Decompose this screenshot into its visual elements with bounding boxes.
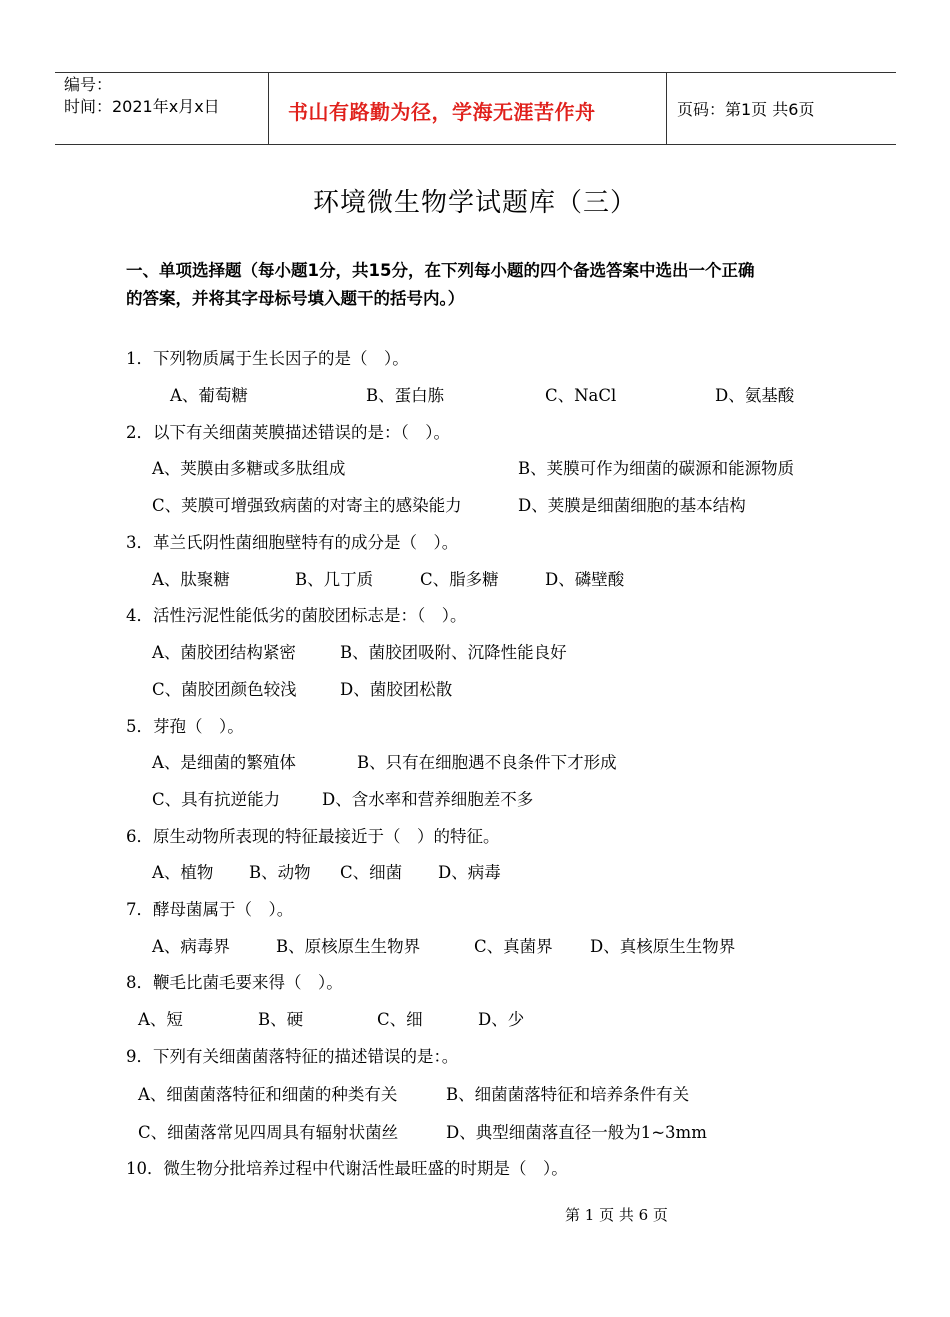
header-divider-right <box>666 72 667 144</box>
question-9-option-a: A、细菌菌落特征和细菌的种类有关 <box>138 1085 398 1104</box>
question-2-stem: 2．以下有关细菌荚膜描述错误的是：（ ）。 <box>126 423 450 442</box>
question-6-option-d: D、病毒 <box>438 863 501 882</box>
question-3-option-d: D、磷壁酸 <box>545 570 625 589</box>
question-1-option-a: A、葡萄糖 <box>170 386 248 405</box>
question-9-option-c: C、细菌落常见四周具有辐射状菌丝 <box>138 1123 399 1142</box>
question-8-option-c: C、细 <box>377 1010 423 1029</box>
question-3-option-a: A、肽聚糖 <box>152 570 230 589</box>
doc-number-label: 编号： <box>64 75 113 94</box>
question-5-option-a: A、是细菌的繁殖体 <box>152 753 296 772</box>
page-footer: 第 1 页 共 6 页 <box>565 1206 668 1224</box>
header-bottom-rule <box>55 144 896 145</box>
question-2-option-a: A、荚膜由多糖或多肽组成 <box>152 459 346 478</box>
question-8-option-a: A、短 <box>138 1010 183 1029</box>
question-6-option-c: C、细菌 <box>340 863 403 882</box>
section-heading-line-1: 一、单项选择题（每小题1分，共15分，在下列每小题的四个备选答案中选出一个正确 <box>126 261 755 280</box>
question-7-option-c: C、真菌界 <box>474 937 553 956</box>
question-9-option-d: D、典型细菌落直径一般为1~3mm <box>446 1123 707 1142</box>
question-10-stem: 10．微生物分批培养过程中代谢活性最旺盛的时期是（ ）。 <box>126 1159 568 1178</box>
question-4-option-b: B、菌胶团吸附、沉降性能良好 <box>340 643 567 662</box>
question-5-option-b: B、只有在细胞遇不良条件下才形成 <box>357 753 617 772</box>
question-1-option-c: C、NaCl <box>545 386 617 405</box>
question-2-option-b: B、荚膜可作为细菌的碳源和能源物质 <box>518 459 795 478</box>
question-6-stem: 6．原生动物所表现的特征最接近于（ ）的特征。 <box>126 827 500 846</box>
doc-time-label: 时间：2021年x月x日 <box>64 97 220 116</box>
question-7-option-d: D、真核原生生物界 <box>590 937 736 956</box>
question-8-option-b: B、硬 <box>258 1010 304 1029</box>
section-heading-line-2: 的答案，并将其字母标号填入题干的括号内。） <box>126 289 465 308</box>
question-4-option-a: A、菌胶团结构紧密 <box>152 643 296 662</box>
question-6-option-b: B、动物 <box>249 863 311 882</box>
header-divider-left <box>268 72 269 144</box>
question-3-stem: 3．革兰氏阴性菌细胞壁特有的成分是（ ）。 <box>126 533 459 552</box>
header-motto: 书山有路勤为径，学海无涯苦作舟 <box>288 100 596 124</box>
question-9-option-b: B、细菌菌落特征和培养条件有关 <box>446 1085 690 1104</box>
question-1-stem: 1．下列物质属于生长因子的是（ ）。 <box>126 349 409 368</box>
question-7-option-b: B、原核原生生物界 <box>276 937 421 956</box>
header-top-rule <box>55 72 896 73</box>
question-8-option-d: D、少 <box>478 1010 525 1029</box>
question-4-option-c: C、菌胶团颜色较浅 <box>152 680 297 699</box>
page-title: 环境微生物学试题库（三） <box>312 188 637 218</box>
page-number-label: 页码：第1页 共6页 <box>677 100 815 119</box>
question-2-option-d: D、荚膜是细菌细胞的基本结构 <box>518 496 746 515</box>
question-5-option-d: D、含水率和营养细胞差不多 <box>322 790 534 809</box>
question-3-option-c: C、脂多糖 <box>420 570 499 589</box>
question-7-option-a: A、病毒界 <box>152 937 230 956</box>
question-1-option-d: D、氨基酸 <box>715 386 795 405</box>
question-1-option-b: B、蛋白胨 <box>366 386 445 405</box>
question-4-stem: 4．活性污泥性能低劣的菌胶团标志是：（ ）。 <box>126 606 467 625</box>
question-6-option-a: A、植物 <box>152 863 214 882</box>
question-7-stem: 7．酵母菌属于（ ）。 <box>126 900 294 919</box>
question-9-stem: 9．下列有关细菌菌落特征的描述错误的是：。 <box>126 1047 459 1066</box>
question-3-option-b: B、几丁质 <box>295 570 374 589</box>
question-5-stem: 5．芽孢（ ）。 <box>126 717 244 736</box>
question-4-option-d: D、菌胶团松散 <box>340 680 453 699</box>
question-2-option-c: C、荚膜可增强致病菌的对寄主的感染能力 <box>152 496 462 515</box>
question-5-option-c: C、具有抗逆能力 <box>152 790 281 809</box>
question-8-stem: 8．鞭毛比菌毛要来得（ ）。 <box>126 973 343 992</box>
